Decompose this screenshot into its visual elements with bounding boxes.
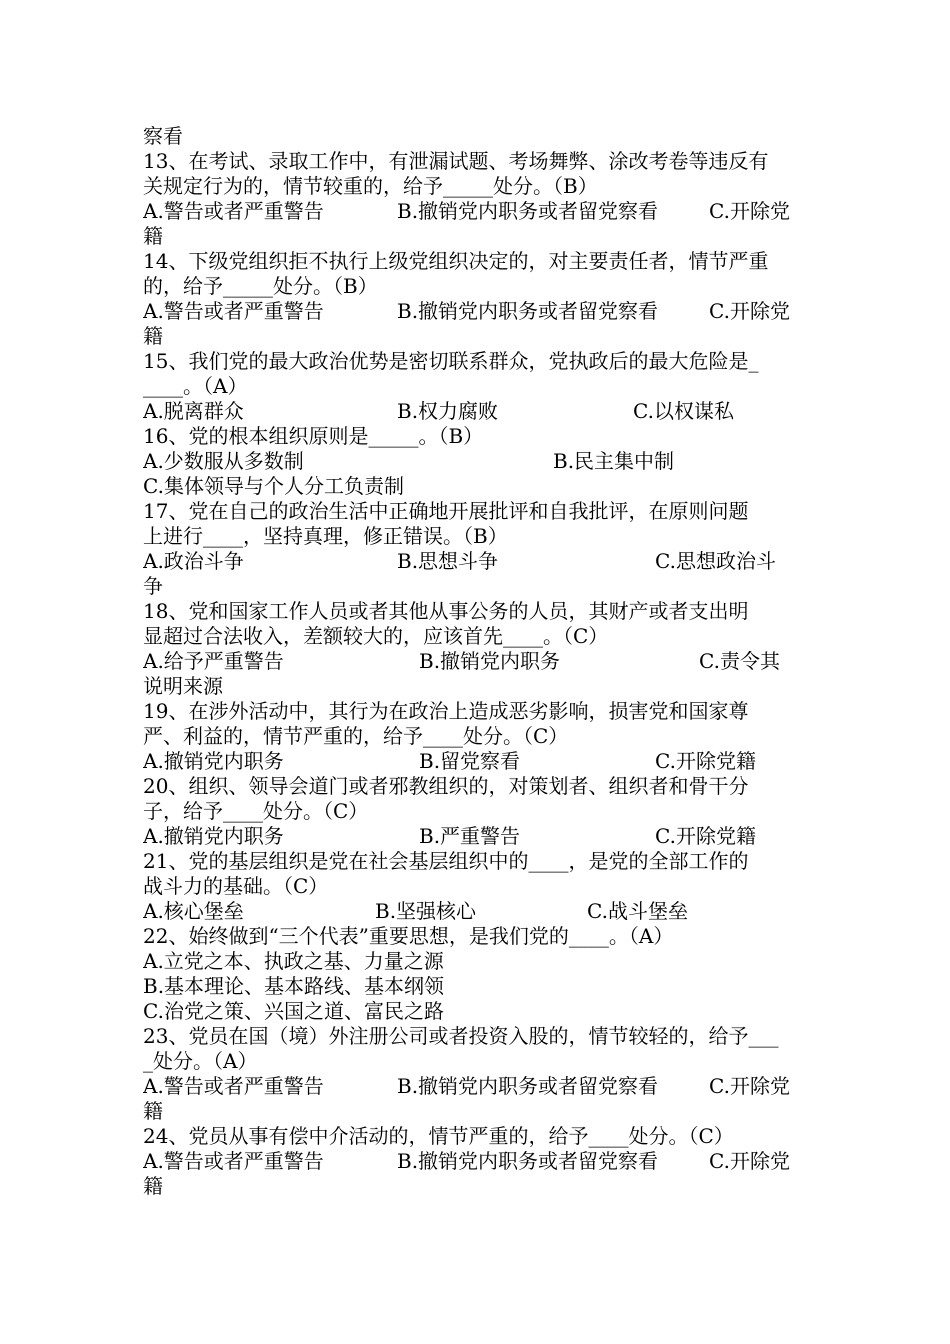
option-wrap: 籍 xyxy=(143,1174,163,1198)
option-c: C.开除党籍 xyxy=(655,824,756,848)
options-row xyxy=(143,1149,815,1174)
option-b: B.撤销党内职务或者留党察看 xyxy=(397,1149,659,1173)
question-19 xyxy=(143,699,815,774)
question-stem: _处分。（A） xyxy=(143,1049,258,1073)
option-a: A.撤销党内职务 xyxy=(143,824,284,848)
option-b: B.坚强核心 xyxy=(375,899,477,923)
option-a: A.警告或者严重警告 xyxy=(143,299,324,323)
option-c: C.战斗堡垒 xyxy=(587,899,688,923)
question-22 xyxy=(143,924,815,1024)
options-row xyxy=(143,899,815,924)
option-a: A.给予严重警告 xyxy=(143,649,284,673)
options-row xyxy=(143,399,815,424)
question-16 xyxy=(143,424,815,499)
option-c: C.思想政治斗 xyxy=(655,549,776,573)
option-a: A.政治斗争 xyxy=(143,549,244,573)
question-21 xyxy=(143,849,815,924)
option-b: B.撤销党内职务或者留党察看 xyxy=(397,1074,659,1098)
question-17 xyxy=(143,499,815,599)
option-b: B.撤销党内职务或者留党察看 xyxy=(397,199,659,223)
question-stem: 13、在考试、录取工作中，有泄漏试题、考场舞弊、涂改考卷等违反有 xyxy=(143,149,769,173)
options-row xyxy=(143,749,815,774)
question-stem: 17、党在自己的政治生活中正确地开展批评和自我批评，在原则问题 xyxy=(143,499,749,523)
option-b: B.思想斗争 xyxy=(397,549,499,573)
question-stem: 严、利益的，情节严重的，给予____处分。（C） xyxy=(143,724,569,748)
question-23 xyxy=(143,1024,815,1124)
question-13 xyxy=(143,149,815,249)
question-stem: 21、党的基层组织是党在社会基层组织中的____，是党的全部工作的 xyxy=(143,849,749,873)
option-a: A.警告或者严重警告 xyxy=(143,1074,324,1098)
question-stem: 22、始终做到“三个代表”重要思想，是我们党的____。（A） xyxy=(143,924,674,948)
options-row xyxy=(143,449,815,474)
option-wrap: 籍 xyxy=(143,324,163,348)
option-c: C.集体领导与个人分工负责制 xyxy=(143,474,404,498)
option-a: A.脱离群众 xyxy=(143,399,244,423)
question-stem: ____。（A） xyxy=(143,374,248,398)
option-a: A.少数服从多数制 xyxy=(143,449,304,473)
option-a: A.撤销党内职务 xyxy=(143,749,284,773)
question-stem: 15、我们党的最大政治优势是密切联系群众，党执政后的最大危险是_ xyxy=(143,349,759,373)
question-stem: 战斗力的基础。（C） xyxy=(143,874,329,898)
question-15 xyxy=(143,349,815,424)
question-stem: 子，给予____处分。（C） xyxy=(143,799,369,823)
question-stem: 20、组织、领导会道门或者邪教组织的，对策划者、组织者和骨干分 xyxy=(143,774,749,798)
option-wrap: 说明来源 xyxy=(143,674,223,698)
option-a: A.核心堡垒 xyxy=(143,899,244,923)
options-row xyxy=(143,199,815,224)
options-row xyxy=(143,824,815,849)
question-18 xyxy=(143,599,815,699)
question-stem: 24、党员从事有偿中介活动的，情节严重的，给予____处分。（C） xyxy=(143,1124,734,1148)
option-wrap: 籍 xyxy=(143,1099,163,1123)
question-stem: 显超过合法收入，差额较大的，应该首先____。（C） xyxy=(143,624,609,648)
option-c: C.开除党 xyxy=(709,1149,790,1173)
options-row xyxy=(143,549,815,574)
question-stem: 18、党和国家工作人员或者其他从事公务的人员，其财产或者支出明 xyxy=(143,599,749,623)
question-stem: 23、党员在国（境）外注册公司或者投资入股的，情节较轻的，给予___ xyxy=(143,1024,779,1048)
option-b: B.撤销党内职务或者留党察看 xyxy=(397,299,659,323)
question-stem: 的，给予_____处分。（B） xyxy=(143,274,378,298)
option-c: C.开除党籍 xyxy=(655,749,756,773)
option-wrap: 籍 xyxy=(143,224,163,248)
options-row xyxy=(143,649,815,674)
option-b: B.留党察看 xyxy=(419,749,521,773)
option-c: C.开除党 xyxy=(709,199,790,223)
question-stem: 19、在涉外活动中，其行为在政治上造成恶劣影响，损害党和国家尊 xyxy=(143,699,749,723)
options-row xyxy=(143,299,815,324)
question-stem: 16、党的根本组织原则是_____。（B） xyxy=(143,424,484,448)
option-c: C.开除党 xyxy=(709,299,790,323)
option-b: B.基本理论、基本路线、基本纲领 xyxy=(143,974,445,998)
option-c: C.治党之策、兴国之道、富民之路 xyxy=(143,999,444,1023)
option-b: B.民主集中制 xyxy=(553,449,675,473)
option-a: A.警告或者严重警告 xyxy=(143,1149,324,1173)
option-a: A.警告或者严重警告 xyxy=(143,199,324,223)
question-20 xyxy=(143,774,815,849)
option-b: B.撤销党内职务 xyxy=(419,649,561,673)
option-c: C.开除党 xyxy=(709,1074,790,1098)
question-24 xyxy=(143,1124,815,1199)
question-14 xyxy=(143,249,815,349)
carryover-text: 察看 xyxy=(143,124,183,148)
question-stem: 上进行____，坚持真理，修正错误。（B） xyxy=(143,524,508,548)
option-c: C.责令其 xyxy=(699,649,780,673)
question-stem: 14、下级党组织拒不执行上级党组织决定的，对主要责任者，情节严重 xyxy=(143,249,769,273)
option-b: B.严重警告 xyxy=(419,824,521,848)
options-row xyxy=(143,1074,815,1099)
option-a: A.立党之本、执政之基、力量之源 xyxy=(143,949,444,973)
question-list xyxy=(143,124,815,1199)
option-wrap: 争 xyxy=(143,574,163,598)
question-stem: 关规定行为的，情节较重的，给予_____处分。（B） xyxy=(143,174,598,198)
option-c: C.以权谋私 xyxy=(633,399,734,423)
option-b: B.权力腐败 xyxy=(397,399,499,423)
